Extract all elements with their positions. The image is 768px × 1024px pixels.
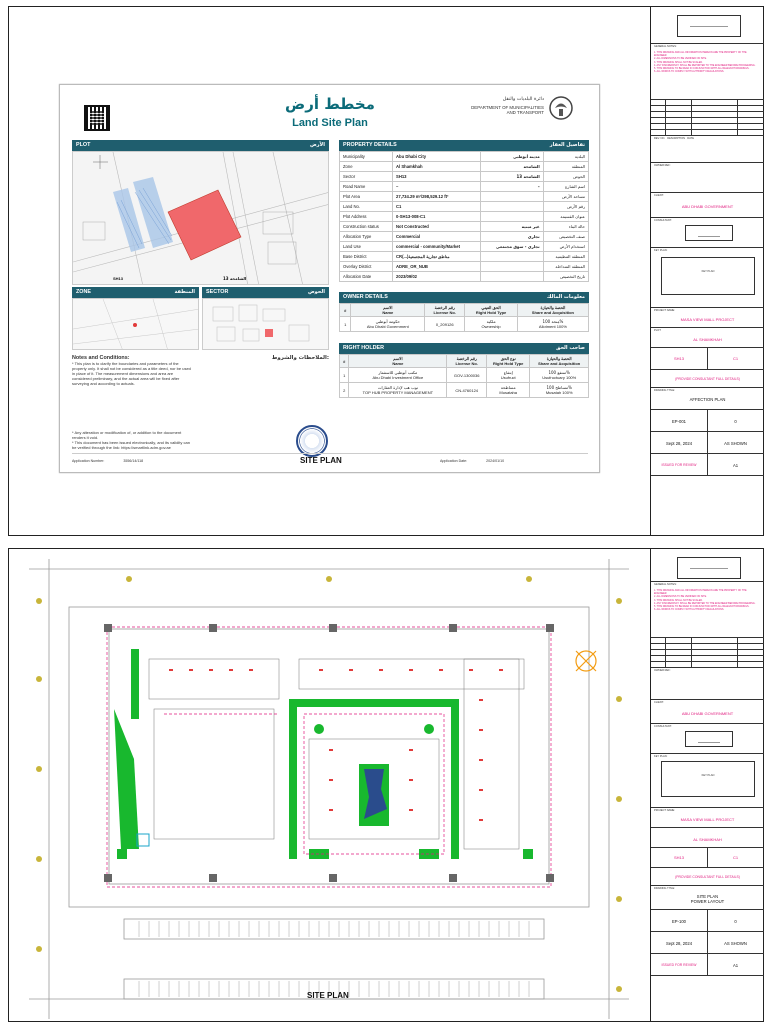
property-value: 0-SH13-008-C1 <box>393 212 481 222</box>
property-label: Land No. <box>340 202 393 212</box>
sector-map <box>202 298 329 350</box>
map-sector-label-ar: الشامخة 13 <box>223 276 247 281</box>
property-label: Land Use <box>340 242 393 252</box>
site-plan-caption: SITE PLAN <box>307 991 349 1000</box>
table-row <box>340 383 589 398</box>
issue-status: ISSUED FOR REVIEW <box>661 963 697 967</box>
property-label-ar: اسم الشارع <box>543 182 588 192</box>
table-cell <box>487 368 530 383</box>
table-cell <box>349 383 447 398</box>
cell-text: 2 <box>343 387 346 393</box>
zone-panel-header: ZONE المنطقة <box>72 287 199 298</box>
property-value-ar: – <box>480 182 543 192</box>
property-label-ar: مساحة الأرض <box>543 192 588 202</box>
property-value-ar: غير مبنية <box>480 222 543 232</box>
property-row <box>340 272 589 282</box>
falcon-emblem-icon <box>548 93 574 123</box>
sector-code: SH13 <box>673 855 684 860</box>
property-value-ar: تجاري - سوق مجتمعي <box>480 242 543 252</box>
table-cell <box>340 383 349 398</box>
property-value-ar <box>480 252 543 262</box>
property-label-ar: المنطقة التنظيمية <box>543 252 588 262</box>
property-row <box>340 232 589 242</box>
property-label-ar: عنوان القسيمة <box>543 212 588 222</box>
map-sector-label: SH13 <box>113 276 124 281</box>
title-block: GENERAL NOTES: 1. THIS DRAWING AND ALL INFORMATION HEREON ARE THE PROPERTY OF THE ENGINEER. 2. ALL DIMENSIONS TO BE VERIFIED ON SITE. 3. THIS DRAWING SHALL NOT BE SCALED. 4. ANY DISCREPANCY SHALL BE REPORTED TO THE ENGINEER BEFORE PROCEEDING. 5. THIS DRAWING TO BE READ IN CONJUNCTION WITH ALL RELEVANT DRAWINGS. 6. ALL WORKS TO COMPLY WITH AUTHORITY REGULATIONS. OWNER REF: CLIENT: ABU DHABI GOVERNMENT CONSULTANT: KEY PLAN: KEY PLAN PROJECT NAME: MASA VIEW MALL PROJECT AL SHAMKHAH SH13 C1 (PROVIDE CONSULTANT FULL DETAILS) DRAWING TITLE: SITE PLAN POWER LAYOUT EP-100 0 Sept 28, 2024 AS SHOWN ISSUED FOR REVIEW A1 <box>650 549 764 1021</box>
property-value-ar <box>480 212 543 222</box>
owner-details-header: OWNER DETAILS معلومات المالك <box>339 292 589 303</box>
right-holder-table <box>339 354 589 398</box>
property-label-ar: المنطقة المتداخلة <box>543 262 588 272</box>
property-details-header: PROPERTY DETAILS تفاصيل العقار <box>339 140 589 151</box>
cell-text: TOP HUB PROPERTY MANAGEMENT <box>362 390 434 395</box>
table-row <box>340 317 589 332</box>
cell-text: Abu Dhabi Government <box>366 324 409 329</box>
property-value-ar <box>480 272 543 282</box>
drawing-sheet-power-layout <box>8 548 764 1022</box>
property-row <box>340 172 589 182</box>
property-label-ar: تاريخ التخصيص <box>543 272 588 282</box>
property-row <box>340 182 589 192</box>
plot-name: AL SHAMKHAH <box>693 837 722 842</box>
issue-status: ISSUED FOR REVIEW <box>661 463 697 467</box>
application-number: Application Number: 3556/14/118 <box>72 459 144 463</box>
column-header: الحصة والحيازة Share and Acquisition <box>517 304 588 317</box>
land-site-plan-document <box>59 84 600 473</box>
property-row <box>340 152 589 162</box>
property-value-ar: تجاري <box>480 232 543 242</box>
property-row <box>340 262 589 272</box>
drawing-number: EP-100 <box>672 919 686 924</box>
property-label-ar: الحوض <box>543 172 588 182</box>
property-value-ar <box>480 262 543 272</box>
property-value: Al Shamkhah <box>393 162 481 172</box>
column-header: رقم الرخصة License No. <box>425 304 465 317</box>
cell-text: 1 <box>344 321 347 327</box>
plot-panel-header: PLOT الأرض <box>72 140 329 151</box>
property-value-ar <box>480 202 543 212</box>
property-value: ADRE_OR_NUB <box>393 262 481 272</box>
table-cell <box>517 317 588 332</box>
site-plan-caption: SITE PLAN <box>300 456 342 465</box>
title-block: GENERAL NOTES: 1. THIS DRAWING AND ALL INFORMATION HEREON ARE THE PROPERTY OF THE ENGINEER. 2. ALL DIMENSIONS TO BE VERIFIED ON SITE. 3. THIS DRAWING SHALL NOT BE SCALED. 4. ANY DISCREPANCY SHALL BE REPORTED TO THE ENGINEER BEFORE PROCEEDING. 5. THIS DRAWING TO BE READ IN CONJUNCTION WITH ALL RELEVANT DRAWINGS. 6. ALL WORKS TO COMPLY WITH AUTHORITY REGULATIONS. REV. NO. DESCRIPTION DATE OWNER REF: CLIENT: ABU DHABI GOVERNMENT CONSULTANT: KEY PLAN: KEY PLAN PROJECT NAME: MASA VIEW MALL PROJECT PLOT: AL SHAMKHAH SH13 C1 (PROVIDE CONSULTANT FULL DETAILS) DRAWING TITLE: AFFECTION PLAN EP-001 0 Sept 28, 2024 AS SHOWN ISSUED FOR REVIEW A1 <box>650 7 764 535</box>
property-label-ar: البلدية <box>543 152 588 162</box>
property-value-ar: مدينة أبوظبي <box>480 152 543 162</box>
table-cell <box>447 368 487 383</box>
consultant-details: (PROVIDE CONSULTANT FULL DETAILS) <box>675 875 740 879</box>
sector-code: SH13 <box>673 356 684 361</box>
property-label: Road Name <box>340 182 393 192</box>
site-plan-power-layout-drawing <box>9 549 650 1023</box>
cell-text: 1 <box>343 372 346 378</box>
plot-number: C1 <box>732 356 739 361</box>
land-site-plan-title-ar: مخطط أرض <box>285 95 375 113</box>
column-header: رقم الرخصة License No. <box>447 355 487 368</box>
property-label-ar: حالة البناء <box>543 222 588 232</box>
property-row <box>340 252 589 262</box>
property-value-ar <box>480 192 543 202</box>
property-row <box>340 212 589 222</box>
cell-text: Allotment 100% <box>538 324 567 329</box>
column-header: الاسم Name <box>349 355 447 368</box>
revision-number: 0 <box>734 919 737 924</box>
column-header: الحق العيني Right Hold Type <box>465 304 518 317</box>
plot-number: C1 <box>732 855 739 860</box>
drawing-title-line-2: POWER LAYOUT <box>690 899 725 904</box>
issue-date: Sept 28, 2024 <box>665 941 693 946</box>
drawing-area <box>9 7 650 535</box>
property-label-ar: رقم الأرض <box>543 202 588 212</box>
stamp-box <box>677 15 741 37</box>
cell-text: ملكية <box>486 319 496 324</box>
cell-text: حكومة أبوظبي <box>375 319 400 324</box>
property-row <box>340 202 589 212</box>
application-date: Application Date: 2024/01/10 <box>440 459 505 463</box>
sheet-size: A1 <box>732 963 739 968</box>
property-label-ar: المنطقة <box>543 162 588 172</box>
drawing-sheet-affection-plan <box>8 6 764 536</box>
property-label: Zone <box>340 162 393 172</box>
owner-details-table <box>339 303 589 332</box>
table-cell <box>425 317 465 332</box>
project-name: MASA VIEW MALL PROJECT <box>680 317 735 322</box>
property-label-ar: استخدام الأرض <box>543 242 588 252</box>
property-value: C1 <box>393 202 481 212</box>
property-label: Base District <box>340 252 393 262</box>
property-value: Abu Dhabi City <box>393 152 481 162</box>
project-name: MASA VIEW MALL PROJECT <box>680 817 735 822</box>
property-value: – <box>393 182 481 192</box>
property-value: SH13 <box>393 172 481 182</box>
property-value: 2023/09/02 <box>393 272 481 282</box>
plot-name: AL SHAMKHAH <box>693 337 722 342</box>
client-name: ABU DHABI GOVERNMENT <box>681 204 734 209</box>
cell-text: مكتب أبوظبي للاستثمار <box>378 370 418 375</box>
authority-name: DEPARTMENT OF MUNICIPALITIES AND TRANSPORT <box>471 105 544 116</box>
notes-and-conditions-ar: الملاحظات والشروط: <box>271 355 329 361</box>
property-row <box>340 192 589 202</box>
table-cell <box>351 317 425 332</box>
key-plan-box: KEY PLAN <box>661 761 755 797</box>
drawing-title: AFFECTION PLAN <box>689 397 726 402</box>
property-details-table <box>339 151 589 282</box>
cell-text: 0_209126 <box>435 321 454 327</box>
property-label: Overlay District <box>340 262 393 272</box>
property-value: Not Constructed <box>393 222 481 232</box>
column-header: نوع الحق Right Hold Type <box>487 355 530 368</box>
north-arrow-icon <box>576 651 596 671</box>
property-label: Plot Area <box>340 192 393 202</box>
table-cell <box>340 317 351 332</box>
cell-text: مِنحة 100% <box>542 319 564 324</box>
property-row <box>340 242 589 252</box>
consultant-details: (PROVIDE CONSULTANT FULL DETAILS) <box>675 377 740 381</box>
issue-date: Sept 28, 2024 <box>665 441 693 446</box>
zone-map <box>72 298 199 350</box>
property-label: Municipality <box>340 152 393 162</box>
cell-text: منتفع 100% <box>548 370 570 375</box>
cell-text: مساطح 100% <box>546 385 572 390</box>
stamp-box <box>677 557 741 579</box>
cell-text: Usufructuary 100% <box>542 375 577 380</box>
column-header: الحصة والحيازة Share and Acquisition <box>530 355 589 368</box>
property-value: CR(...)مناطق تجارية المجتمعية <box>393 252 481 262</box>
plot-map <box>72 151 329 285</box>
property-value-ar: الشامخة <box>480 162 543 172</box>
cell-text: Abu Dhabi Investment Office <box>372 375 424 380</box>
table-cell <box>340 368 349 383</box>
property-label-ar: صنف التخصيص <box>543 232 588 242</box>
footer-divider <box>72 453 588 454</box>
cell-text: توب هب لإدارة العقارات <box>377 385 419 390</box>
client-name: ABU DHABI GOVERNMENT <box>681 711 734 716</box>
authority-name-ar: دائرة البلديات والنقل <box>502 97 544 102</box>
sector-panel-header: SECTOR الحوض <box>202 287 329 298</box>
property-value-ar: الشامخة 13 <box>480 172 543 182</box>
key-plan-box: KEY PLAN <box>661 257 755 295</box>
property-label: Sector <box>340 172 393 182</box>
cell-text: Musatah 100% <box>545 390 573 395</box>
property-label: Allocation Type <box>340 232 393 242</box>
property-value: 27,734.29 m²/298,529.12 ft² <box>393 192 481 202</box>
property-label: Plot Address <box>340 212 393 222</box>
property-value: commercial - community/Market <box>393 242 481 252</box>
table-cell <box>447 383 487 398</box>
column-header: # <box>340 304 351 317</box>
cell-text: GOV-1300036 <box>453 372 480 378</box>
property-row <box>340 162 589 172</box>
sheet-size: A1 <box>732 463 739 468</box>
cell-text: مساطحة <box>500 385 516 390</box>
scale-value: AS SHOWN <box>724 941 747 946</box>
notes-and-conditions: Notes and Conditions: * This plan is to clarify the boundaries and parameters of the property only. It shall not be considered as a title deed, nor be used in place of it. The measurement dimensions and area are considered preliminary, and the actual area will be fixed after surveying and according to actuals. <box>72 355 191 386</box>
drawing-title-line-1: SITE PLAN <box>696 894 719 899</box>
scale-value: AS SHOWN <box>724 441 747 446</box>
table-cell <box>465 317 518 332</box>
table-cell <box>530 383 589 398</box>
cell-text: إنتفاع <box>503 370 513 375</box>
column-header: الاسم Name <box>351 304 425 317</box>
qr-code-icon <box>84 105 110 131</box>
footer-notes: * Any alteration or modification of, or addition to the document renders it void. * This document has been issued electronically, and its validity can be verified through the link: https://smartlink.adm.gov.ae <box>72 430 190 450</box>
drawing-area <box>9 549 650 1021</box>
table-row <box>340 368 589 383</box>
right-holder-header: RIGHT HOLDER صاحب الحق <box>339 343 589 354</box>
cell-text: CN-4760124 <box>455 387 479 393</box>
cell-text: Ownership <box>481 324 501 329</box>
drawing-number: EP-001 <box>672 419 686 424</box>
cell-text: Musataha <box>499 390 517 395</box>
column-header: # <box>340 355 349 368</box>
table-cell <box>487 383 530 398</box>
cell-text: Usufruct <box>500 375 516 380</box>
table-cell <box>349 368 447 383</box>
land-site-plan-title: Land Site Plan <box>292 117 368 129</box>
property-value: Commercial <box>393 232 481 242</box>
property-label: Construction status <box>340 222 393 232</box>
property-row <box>340 222 589 232</box>
revision-number: 0 <box>734 419 737 424</box>
property-label: Allocation Date <box>340 272 393 282</box>
table-cell <box>530 368 589 383</box>
